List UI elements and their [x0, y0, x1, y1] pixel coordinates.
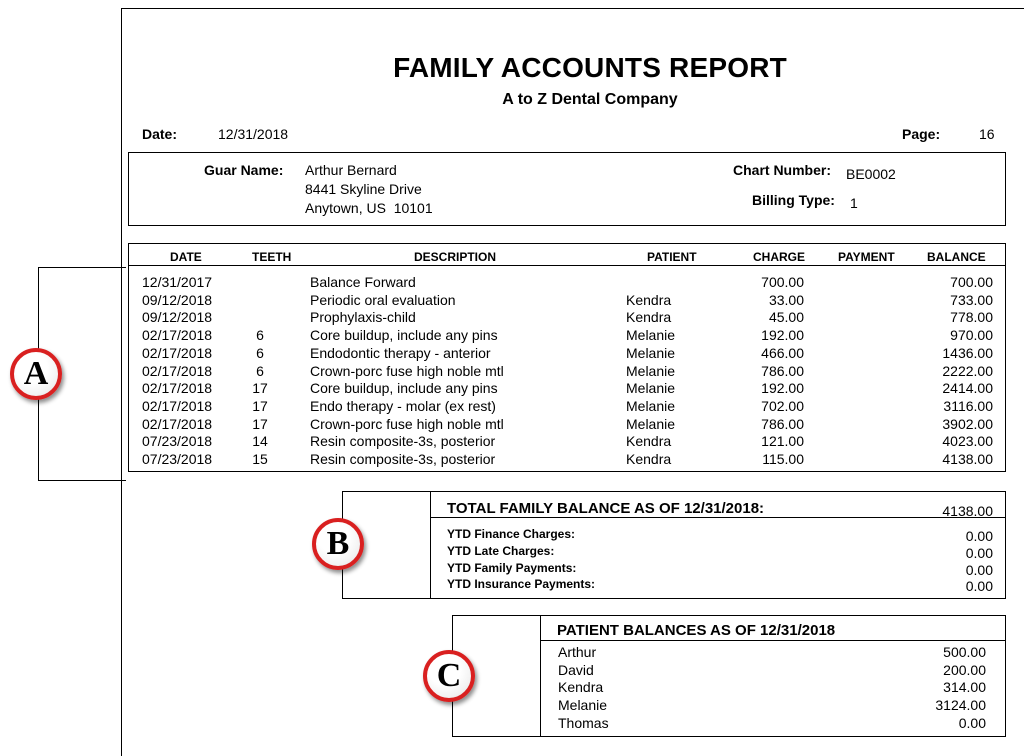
chart-number-value: BE0002 [846, 166, 896, 182]
row-charge: 45.00 [768, 309, 804, 326]
list-item [0, 644, 1024, 662]
guarantor-name: Arthur Bernard [305, 162, 397, 178]
row-balance: 700.00 [950, 274, 993, 290]
row-teeth: 14 [252, 433, 268, 450]
chart-number-label: Chart Number: [733, 162, 832, 178]
total-family-balance-value: 4138.00 [942, 503, 993, 519]
company-name: A to Z Dental Company [502, 91, 678, 108]
list-item [0, 662, 1024, 680]
billing-type-value: 1 [850, 195, 858, 211]
row-charge: 121.00 [761, 433, 804, 450]
row-description: Resin composite-3s, posterior [310, 451, 496, 467]
row-description: Balance Forward [310, 274, 416, 290]
row-date: 02/17/2018 [142, 327, 213, 344]
column-header-date: DATE [170, 250, 202, 264]
row-charge: 700.00 [761, 274, 804, 290]
patient-balance: 200.00 [943, 661, 986, 678]
page-label: Page: [902, 126, 941, 142]
row-date: 12/31/2017 [142, 274, 213, 290]
patient-balance: 3124.00 [935, 697, 986, 714]
row-patient: Melanie [626, 380, 676, 397]
row-date: 02/17/2018 [142, 380, 213, 397]
row-balance: 3116.00 [943, 397, 993, 414]
row-charge: 702.00 [761, 397, 804, 414]
ytd-row [0, 527, 1024, 544]
row-patient: Melanie [626, 397, 676, 414]
row-description: Core buildup, include any pins [310, 380, 498, 397]
row-balance: 4023.00 [942, 433, 993, 450]
row-date: 02/17/2018 [142, 415, 213, 432]
callout-badge-b: B [312, 518, 364, 570]
row-teeth: 17 [252, 397, 268, 414]
ytd-row [0, 544, 1024, 561]
date-label: Date: [142, 126, 178, 142]
page-border-top [121, 8, 1024, 9]
row-date: 02/17/2018 [142, 344, 213, 361]
row-charge: 192.00 [761, 327, 804, 344]
table-row [0, 309, 1024, 327]
row-description: Endodontic therapy - anterior [310, 344, 491, 361]
row-charge: 786.00 [761, 415, 804, 432]
row-description: Crown-porc fuse high noble mtl [310, 362, 504, 379]
row-balance: 2414.00 [942, 380, 993, 397]
table-row [0, 363, 1024, 381]
row-description: Endo therapy - molar (ex rest) [310, 397, 496, 414]
row-patient: Kendra [626, 433, 672, 450]
row-balance: 1436.00 [942, 344, 993, 361]
row-teeth: 6 [256, 362, 264, 379]
row-balance: 778.00 [950, 309, 993, 326]
column-header-charge: CHARGE [753, 250, 806, 264]
row-date: 07/23/2018 [142, 451, 213, 467]
row-teeth: 6 [256, 344, 264, 361]
patient-name: Thomas [558, 714, 609, 731]
row-description: Prophylaxis-child [310, 309, 416, 326]
guarantor-address-line1: 8441 Skyline Drive [305, 181, 422, 197]
table-row [0, 327, 1024, 345]
billing-type-label: Billing Type: [752, 192, 835, 208]
row-date: 09/12/2018 [142, 309, 213, 326]
row-teeth: 6 [256, 327, 264, 344]
column-header-patient: PATIENT [647, 250, 697, 264]
patient-balances-title: PATIENT BALANCES AS OF 12/31/2018 [557, 622, 836, 639]
patient-name: Kendra [558, 679, 604, 696]
row-balance: 970.00 [950, 327, 993, 344]
row-patient: Melanie [626, 362, 676, 379]
row-teeth: 17 [252, 380, 268, 397]
report-title: FAMILY ACCOUNTS REPORT [393, 52, 787, 83]
page-number: 16 [979, 126, 995, 142]
table-row [0, 416, 1024, 434]
table-row [0, 451, 1024, 469]
ytd-label: YTD Finance Charges: [447, 527, 576, 541]
row-date: 02/17/2018 [142, 362, 213, 379]
table-row [0, 345, 1024, 363]
ytd-row [0, 577, 1024, 594]
ytd-value: 0.00 [965, 578, 993, 594]
row-date: 02/17/2018 [142, 397, 213, 414]
row-balance: 3902.00 [942, 415, 993, 432]
row-balance: 4138.00 [942, 451, 993, 467]
column-header-payment: PAYMENT [838, 250, 895, 264]
row-description: Crown-porc fuse high noble mtl [310, 415, 504, 432]
callout-badge-a: A [10, 348, 62, 400]
patient-balance: 500.00 [943, 644, 986, 660]
guarantor-address-line2: Anytown, US 10101 [305, 200, 433, 216]
list-item [0, 679, 1024, 697]
row-description: Resin composite-3s, posterior [310, 433, 496, 450]
ytd-value: 0.00 [965, 562, 993, 578]
patient-name: Arthur [558, 644, 597, 660]
table-row [0, 292, 1024, 310]
row-description: Core buildup, include any pins [310, 327, 498, 344]
table-row [0, 398, 1024, 416]
ytd-value: 0.00 [965, 528, 993, 544]
date-value: 12/31/2018 [218, 126, 289, 142]
table-row [0, 274, 1024, 292]
row-patient: Kendra [626, 451, 672, 467]
list-item [0, 697, 1024, 715]
ytd-value: 0.00 [965, 545, 993, 561]
row-charge: 33.00 [768, 291, 804, 308]
list-item [0, 715, 1024, 733]
ytd-label: YTD Insurance Payments: [447, 577, 596, 591]
total-family-balance-title: TOTAL FAMILY BALANCE AS OF 12/31/2018: [447, 500, 765, 517]
patient-name: Melanie [558, 697, 608, 714]
row-description: Periodic oral evaluation [310, 291, 456, 308]
row-patient: Melanie [626, 415, 676, 432]
column-header-description: DESCRIPTION [414, 250, 497, 264]
patient-name: David [558, 661, 594, 678]
row-teeth: 17 [252, 415, 268, 432]
row-date: 07/23/2018 [142, 433, 213, 450]
patient-balance: 314.00 [943, 679, 986, 696]
patient-balance: 0.00 [958, 714, 986, 731]
row-charge: 786.00 [761, 362, 804, 379]
row-teeth: 15 [252, 451, 268, 467]
table-row [0, 433, 1024, 451]
row-balance: 2222.00 [942, 362, 993, 379]
row-balance: 733.00 [950, 291, 993, 308]
column-header-teeth: TEETH [252, 250, 292, 264]
column-header-balance: BALANCE [927, 250, 986, 264]
ytd-label: YTD Family Payments: [447, 561, 577, 575]
table-row [0, 380, 1024, 398]
patient-balances-divider [540, 640, 1006, 641]
row-patient: Kendra [626, 309, 672, 326]
row-charge: 192.00 [761, 380, 804, 397]
guarantor-name-label: Guar Name: [204, 162, 284, 178]
row-patient: Melanie [626, 344, 676, 361]
callout-badge-c: C [423, 650, 475, 702]
ytd-row [0, 561, 1024, 578]
row-patient: Kendra [626, 291, 672, 308]
table-header-divider [128, 265, 1006, 266]
row-date: 09/12/2018 [142, 291, 213, 308]
row-patient: Melanie [626, 327, 676, 344]
row-charge: 466.00 [761, 344, 804, 361]
row-charge: 115.00 [762, 451, 804, 467]
ytd-label: YTD Late Charges: [447, 544, 555, 558]
